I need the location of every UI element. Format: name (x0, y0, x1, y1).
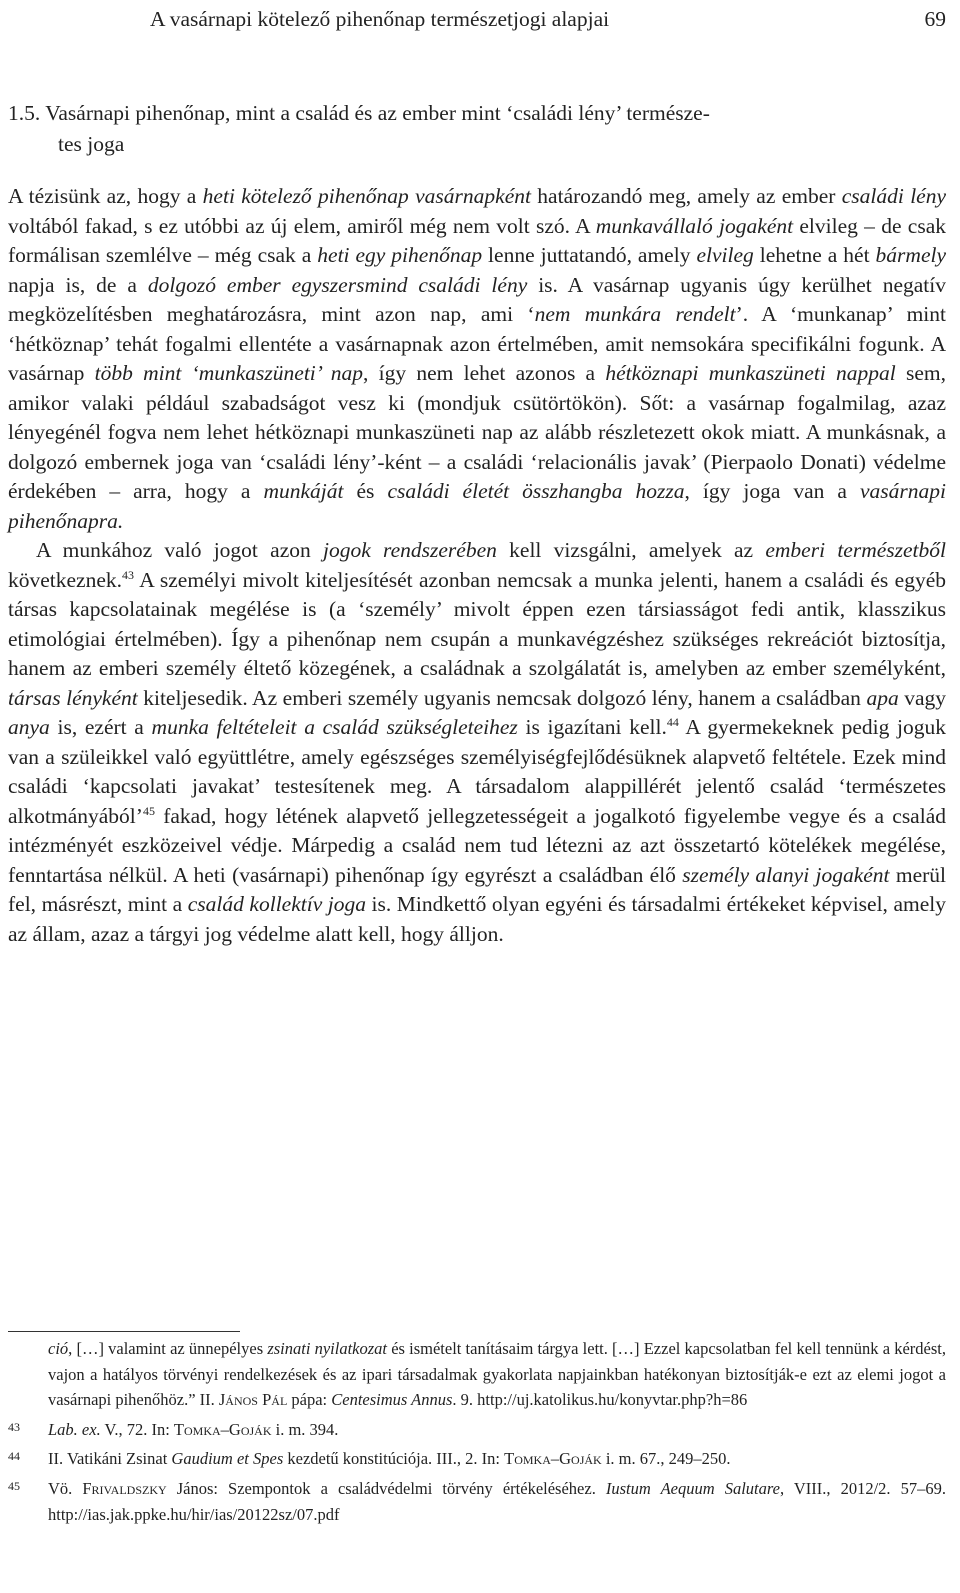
running-head (150, 4, 946, 34)
text-span: és ismételt tanításaim tárgya lett. […] Ezzel kapcsolatban fel kell tennünk a kérdést, vajon a hatályos törvényi rendelkezések és az ipari társadalmak gyakorlata napjainkban hatékonyan biztosítják-e ezt az elemi jogot a vasárnapi pihenőhöz.” II. (48, 1339, 946, 1410)
emphasis: családi lény (841, 184, 946, 208)
footnote-45 (8, 1476, 946, 1527)
footnote-continuation (8, 1336, 946, 1413)
emphasis: Centesimus Annus (331, 1390, 453, 1410)
text-span: , így joga van a (684, 479, 860, 503)
emphasis: emberi természetből (765, 538, 946, 562)
emphasis: személy alanyi jogaként (682, 862, 890, 887)
emphasis: Gaudium et Spes (171, 1449, 284, 1469)
emphasis: jogok rendszerében (323, 538, 497, 562)
text-span: kell vizsgálni, amelyek az (496, 538, 766, 562)
emphasis: hétköznapi munkaszüneti nappal (605, 361, 896, 385)
emphasis: nem munkára rendelt (534, 302, 736, 326)
emphasis: bármely (875, 243, 946, 267)
section-number: 1.5. (8, 101, 41, 125)
emphasis: elvileg (696, 243, 754, 267)
emphasis: vasárnapi pihenőnapra. (8, 479, 946, 533)
author-name: Tomka–Goják (173, 1419, 272, 1439)
emphasis: heti kötelező pihenőnap vasárnapként (202, 184, 531, 208)
emphasis: több mint ‘munkaszüneti’ nap (94, 361, 364, 385)
text-span: sem, amikor valaki például szabadságot vesz ki (mondjuk csütörtökön). Sőt: a vasárnap fogalmilag, azaz lényegénél fogva nem lehet hétköznapi munkaszüneti nap az alább részletezett okok miatt. A munkásnak, a dolgozó embernek joga van ‘családi lény’-ként – a családi ‘relacionális javak’ (Pierpaolo Donati) védelme érdekében – arra, hogy a (8, 361, 946, 503)
body-text (8, 182, 946, 949)
paragraph-1 (8, 182, 946, 536)
section-heading (8, 98, 946, 160)
text-span: . 9. http://uj.katolikus.hu/konyvtar.php?h=86 (452, 1390, 748, 1410)
footnote-number: 45 (8, 1478, 20, 1493)
text-span: A tézisünk az, hogy a (8, 184, 203, 208)
emphasis: társas lényként (8, 685, 138, 710)
emphasis: zsinati nyilatkozat (267, 1339, 388, 1358)
emphasis: munkáját (263, 479, 344, 503)
emphasis: ció (48, 1339, 69, 1358)
text-span: i. m. 67., 249–250. (601, 1449, 731, 1469)
author-name: Frivaldszky (82, 1478, 167, 1498)
text-span: , így nem lehet azonos a (363, 361, 606, 385)
text-span: fakad, hogy létének alapvető jellegzetességeit a jogalkotó figyelembe vegye és a család intézményét eszközeivel védje. Márpedig a család nem tud létezni az azt összetartó kötelékek megélése, fenntartása nélkül. A heti (vasárnapi) pihenőnap így egyrészt a családban élő (8, 803, 946, 887)
emphasis: munka feltételeit a család szükségleteihez (151, 715, 518, 739)
text-span: A munkához való jogot azon (36, 538, 324, 562)
text-span: vagy (898, 685, 946, 710)
footnote-44 (8, 1446, 946, 1472)
section-title-line1: Vasárnapi pihenőnap, mint a család és az ember mint ‘családi lény’ természe- (45, 101, 710, 125)
emphasis: Lab. ex. (48, 1419, 101, 1439)
text-span: is, ezért a (49, 715, 152, 739)
emphasis: Iustum Aequum Salutare (605, 1478, 780, 1498)
text-span: II. Vatikáni Zsinat (48, 1449, 172, 1469)
emphasis: dolgozó ember egyszersmind családi lény (147, 272, 528, 297)
emphasis: heti egy pihenőnap (317, 243, 483, 267)
paragraph-2 (8, 536, 946, 949)
text-span: is. A vasárnap ugyanis úgy kerülhet negatív megközelítésben meghatározásra, mint azon nap, ami ‘ (8, 272, 946, 326)
running-head-title: A vasárnapi kötelező pihenőnap természetjogi alapjai (150, 7, 610, 31)
text-span: V., 72. In: (100, 1419, 174, 1439)
text-span: elvileg – de csak formálisan szemlélve – még csak a (8, 213, 946, 267)
emphasis: anya (8, 715, 50, 739)
footnote-ref-44[interactable]: 44 (666, 715, 679, 729)
text-span: pápa: (287, 1390, 332, 1410)
footnote-43 (8, 1417, 946, 1443)
text-span: következnek. (8, 567, 123, 592)
author-name: Tomka–Goják (504, 1449, 602, 1469)
text-span: Vö. (48, 1478, 83, 1498)
footnotes (8, 1336, 946, 1527)
text-span: voltából fakad, s ez utóbbi az új elem, amiről még nem volt szó. A (8, 213, 596, 238)
text-span: is. Mindkettő olyan egyéni és társadalmi értékeket képvisel, amely az állam, azaz a tárgyi jog védelme alatt kell, hogy álljon. (8, 892, 947, 946)
emphasis: család kollektív joga (187, 892, 367, 916)
text-span: János: Szempontok a családvédelmi törvény értékeléséhez. (166, 1478, 606, 1498)
emphasis: családi életét összhangba hozza (387, 479, 685, 503)
emphasis: apa (866, 685, 899, 710)
text-span: lenne juttatandó, amely (482, 243, 697, 267)
author-name: János Pál (218, 1390, 288, 1410)
text-span: kezdetű konstitúciója. III., 2. In: (283, 1449, 505, 1469)
section-title-line2: tes joga (58, 132, 125, 156)
footnote-ref-45[interactable]: 45 (142, 803, 155, 818)
text-span: napja is, de a (8, 272, 148, 297)
text-span: merül fel, másrészt, mint a (8, 862, 946, 916)
text-span: A gyermekeknek pedig joguk van a szüleikkel való együttlétre, amely egészséges személyiségfejlődésüknek alapvető feltétele. Ezek mind családi ‘kapcsolati javakat’ testesítenek meg. A társadalom alappillérét jelentő család ‘természetes alkotmányából’ (8, 715, 946, 828)
page-number: 69 (924, 7, 946, 31)
footnote-number: 44 (8, 1449, 20, 1464)
footnote-ref-43[interactable]: 43 (122, 567, 135, 582)
footnote-separator (8, 1331, 240, 1332)
text-span: is igazítani kell. (517, 715, 667, 739)
text-span: i. m. 394. (271, 1419, 339, 1439)
text-span: A személyi mivolt kiteljesítését azonban nemcsak a munka jelenti, hanem a családi és egyéb társas kapcsolatainak megélése is (a ‘személy’ mivolt éppen ezen társiasságot fedi antik, klasszikus etimológiai értelmében). Így a pihenőnap nem csupán a munkavégzéshez szükséges rekreációt biztosítja, hanem az emberi személy éltető közegének, a családnak a szolgálatát is, amelyben az ember személyként, (8, 567, 946, 680)
footnote-number: 43 (8, 1419, 20, 1434)
text-span: lehetne a hét (753, 243, 876, 267)
text-span: ’. A ‘munkanap’ mint ‘hétköznap’ tehát fogalmi ellentéte a vasárnapnak azon értelmében, amit nemsokára specifikálni fogunk. A vasárnap (8, 302, 947, 385)
emphasis: munkavállaló jogaként (595, 213, 794, 238)
text-span: , […] valamint az ünnepélyes (68, 1339, 268, 1358)
text-span: és (343, 479, 388, 503)
text-span: kiteljesedik. Az emberi személy ugyanis nemcsak dolgozó lény, hanem a családban (137, 685, 867, 710)
text-span: határozandó meg, amely az ember (530, 184, 842, 208)
text-span: , VIII., 2012/2. 57–69. http://ias.jak.ppke.hu/hir/ias/20122sz/07.pdf (48, 1478, 946, 1524)
